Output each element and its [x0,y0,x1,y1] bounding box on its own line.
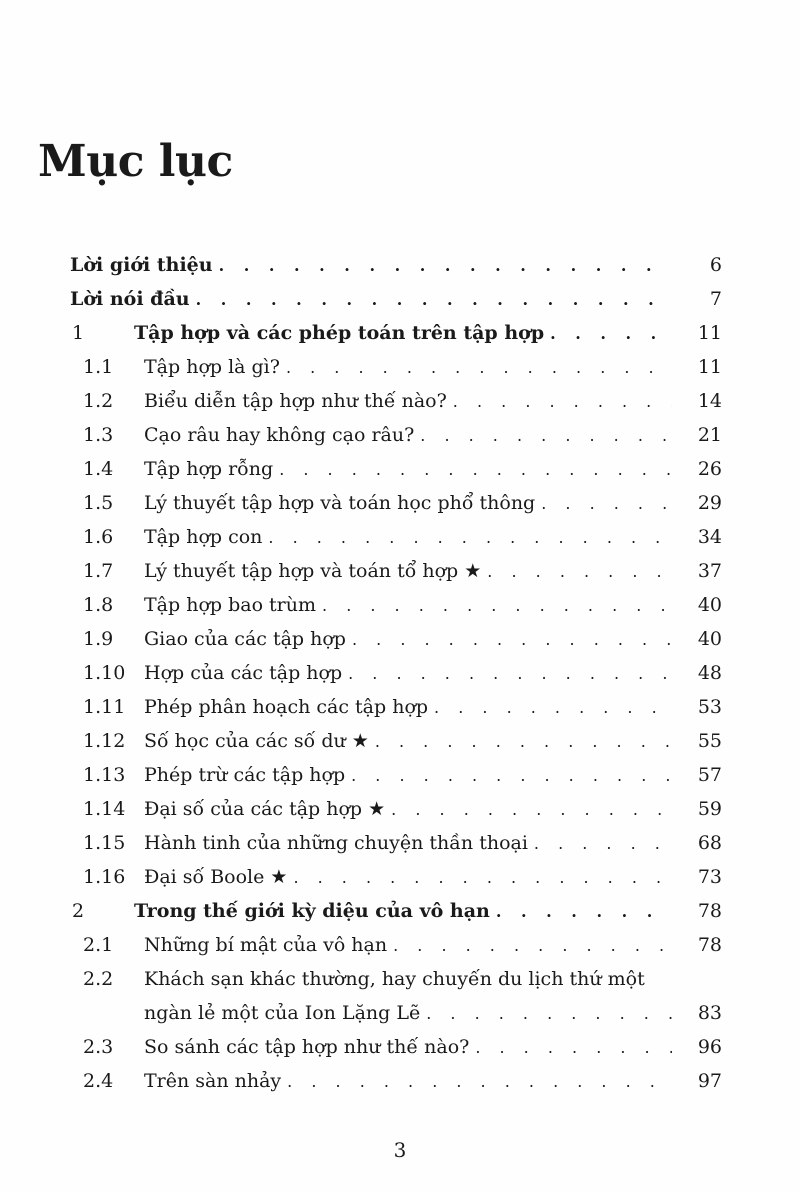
section-title: Tập hợp con [144,526,263,548]
chapter-number: 1 [72,322,85,344]
section-title: Tập hợp bao trùm [144,594,317,616]
section-title: Đại số Boole ★ [144,866,288,888]
leader-dots [541,487,672,521]
leader-dots [393,929,672,963]
toc-section-line2 [0,996,800,1030]
section-page: 96 [697,1036,722,1058]
toc-section [0,860,800,894]
leader-dots [351,759,672,793]
leader-dots [268,521,672,555]
section-number: 1.16 [83,866,126,888]
toc-entry-page: 11 [697,322,722,344]
section-number: 1.15 [83,832,126,854]
section-page: 59 [697,798,722,820]
leader-dots [550,317,672,351]
section-page: 83 [697,1002,722,1024]
section-page: 48 [697,662,722,684]
section-page: 34 [697,526,722,548]
section-page: 40 [697,594,722,616]
toc-section [0,1064,800,1098]
toc-chapter-1 [0,316,800,350]
section-title: Phép trừ các tập hợp [144,764,346,786]
section-title: Lý thuyết tập hợp và toán tổ hợp ★ [144,560,482,582]
toc-entry-page: 7 [709,288,722,310]
toc-section [0,588,800,622]
section-title: Những bí mật của vô hạn [144,934,388,956]
section-title: ngàn lẻ một của Ion Lặng Lẽ [144,1002,421,1024]
section-title: Trên sàn nhảy [144,1070,282,1092]
section-title: Tập hợp rỗng [144,458,274,480]
section-page: 97 [697,1070,722,1092]
section-page: 55 [697,730,722,752]
toc-entry-label: Lời giới thiệu [70,254,213,276]
leader-dots [219,249,670,283]
toc-section [0,656,800,690]
section-number: 1.8 [83,594,114,616]
toc-section [0,724,800,758]
leader-dots [434,691,672,725]
section-page: 37 [697,560,722,582]
leader-dots [420,419,672,453]
toc-entry-preface [0,282,800,316]
section-number: 2.1 [83,934,114,956]
leader-dots [375,725,672,759]
section-number: 1.3 [83,424,114,446]
leader-dots [391,793,672,827]
toc-section [0,826,800,860]
toc-section [0,486,800,520]
section-title: Số học của các số dư ★ [144,730,369,752]
toc-chapter-2 [0,894,800,928]
section-number: 1.1 [83,356,114,378]
toc-section [0,554,800,588]
section-title: So sánh các tập hợp như thế nào? [144,1036,470,1058]
toc-section [0,452,800,486]
section-title: Đại số của các tập hợp ★ [144,798,386,820]
section-page: 78 [697,934,722,956]
toc-section [0,792,800,826]
section-page: 14 [697,390,722,412]
section-title: Lý thuyết tập hợp và toán học phổ thông [144,492,536,514]
chapter-title: Trong thế giới kỳ diệu của vô hạn [134,900,490,922]
leader-dots [534,827,672,861]
leader-dots [287,1065,672,1099]
section-page: 11 [697,356,722,378]
leader-dots [322,589,672,623]
toc-section [0,622,800,656]
section-title: Phép phân hoạch các tập hợp [144,696,429,718]
toc-entry-page: 6 [709,254,722,276]
section-number: 2.3 [83,1036,114,1058]
leader-dots [286,351,672,385]
section-number: 1.6 [83,526,114,548]
section-page: 68 [697,832,722,854]
toc-entry-page: 78 [697,900,722,922]
section-page: 73 [697,866,722,888]
toc-section [0,690,800,724]
toc-section [0,928,800,962]
section-page: 29 [697,492,722,514]
page-number: 3 [393,1138,407,1162]
section-title: Tập hợp là gì? [144,356,280,378]
chapter-number: 2 [72,900,85,922]
section-number: 1.10 [83,662,126,684]
section-title: Hành tinh của những chuyện thần thoại [144,832,528,854]
section-number: 1.14 [83,798,126,820]
section-number: 2.4 [83,1070,114,1092]
section-title: Cạo râu hay không cạo râu? [144,424,415,446]
section-number: 1.13 [83,764,126,786]
section-number: 1.9 [83,628,114,650]
toc-section-line1 [0,962,800,996]
section-page: 53 [697,696,722,718]
chapter-title: Tập hợp và các phép toán trên tập hợp [134,322,545,344]
leader-dots [475,1031,672,1065]
section-page: 26 [697,458,722,480]
leader-dots [279,453,672,487]
section-number: 1.7 [83,560,114,582]
section-page: 40 [697,628,722,650]
section-title: Biểu diễn tập hợp như thế nào? [144,390,447,412]
leader-dots [453,385,672,419]
leader-dots [487,555,672,589]
leader-dots [293,861,672,895]
page-title: Mục lục [38,136,233,187]
leader-dots [426,997,672,1031]
toc-section [0,384,800,418]
section-title: Hợp của các tập hợp [144,662,343,684]
toc-section [0,520,800,554]
leader-dots [496,895,672,929]
section-number: 1.4 [83,458,114,480]
section-number: 2.2 [83,968,114,990]
section-number: 1.5 [83,492,114,514]
toc-section [0,1030,800,1064]
section-number: 1.2 [83,390,114,412]
section-title: Giao của các tập hợp [144,628,346,650]
toc-entry-label: Lời nói đầu [70,288,190,310]
leader-dots [196,283,670,317]
section-page: 21 [697,424,722,446]
leader-dots [352,623,672,657]
section-number: 1.12 [83,730,126,752]
toc-section [0,418,800,452]
section-number: 1.11 [83,696,126,718]
toc-section [0,350,800,384]
toc-section [0,758,800,792]
leader-dots [348,657,672,691]
section-title-line1: Khách sạn khác thường, hay chuyến du lịch thứ một [144,968,645,990]
toc-entry-intro [0,248,800,282]
section-page: 57 [697,764,722,786]
